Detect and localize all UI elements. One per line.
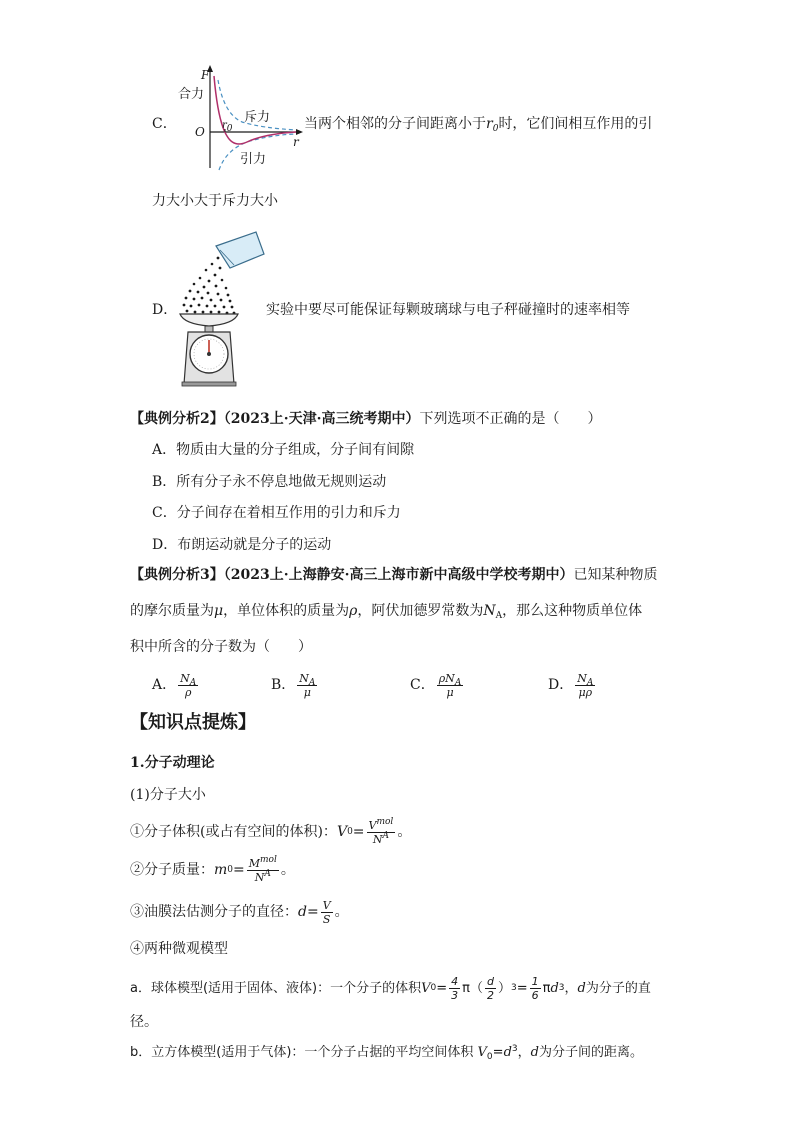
graph-attraction-label: 引力 <box>240 152 267 167</box>
example3-choice-b: B． $\frac{N_A}{\mu}$ <box>271 671 316 699</box>
graph-repulsion-label: 斥力 <box>244 110 271 125</box>
item-molecule-volume: ①分子体积(或占有空间的体积)： V 0 = $\frac{V^{mol}}{N^A}$ 。 <box>130 816 412 846</box>
graph-origin-label: O <box>195 125 205 139</box>
option-d-label: D． <box>152 302 178 318</box>
scale-pan-icon <box>180 314 238 326</box>
knowledge-heading: 【知识点提炼】 <box>130 712 256 733</box>
example3-line3: 积中所含的分子数为（ ） <box>130 639 312 655</box>
graph-f-label: F <box>201 68 210 82</box>
example3-choice-c: C． $\frac{\rho N_A}{\mu}$ <box>410 671 462 699</box>
section-1-title: 1.分子动理论 <box>130 755 215 771</box>
item-two-models: ④两种微观模型 <box>130 941 228 957</box>
example2-line: 【典例分析2】（2023上·天津·高三统考期中）下列选项不正确的是（ ） <box>130 411 602 427</box>
model-cube-line: b．立方体模型(适用于气体)：一个分子占据的平均空间体积 $V_0=d^3$，d为分子间的距离。 <box>130 1044 643 1062</box>
graph-resultant-label: 合力 <box>178 87 205 102</box>
example3-line2: 的摩尔质量为μ，单位体积的质量为ρ，阿伏加德罗常数为$N_A$，那么这种物质单位体 <box>130 603 643 621</box>
graph-r-axis-label: r <box>293 135 299 149</box>
option-c-text-line2: 力大小大于斥力大小 <box>152 193 278 209</box>
option-d-text: 实验中要尽可能保证每颗玻璃球与电子秤碰撞时的速率相等 <box>266 302 630 318</box>
option-c-text-line1: 当两个相邻的分子间距离小于$r_0$时，它们间相互作用的引 <box>304 116 653 134</box>
example3-line1: 【典例分析3】（2023上·上海静安·高三上海市新中高级中学校考期中）已知某种物质 <box>130 567 658 583</box>
item-oil-film-diameter: ③油膜法估测分子的直径： d = $\frac{V}{S}$ 。 <box>130 898 349 926</box>
glass-beads-scale-illustration <box>178 228 268 388</box>
example3-choice-d: D． $\frac{N_A}{\mu\rho}$ <box>548 671 594 699</box>
graph-r0-label: $r_0$ <box>222 120 233 134</box>
model-sphere-line2: 径。 <box>130 1014 158 1030</box>
falling-beads-icon <box>183 257 236 315</box>
example3-choice-a: A． $\frac{N_A}{\rho}$ <box>152 671 197 699</box>
example2-option-d: D．布朗运动就是分子的运动 <box>152 537 332 553</box>
example2-option-c: C．分子间存在着相互作用的引力和斥力 <box>152 505 401 521</box>
option-c-label: C． <box>152 116 177 132</box>
scale-stem-icon <box>205 326 213 332</box>
example2-option-b: B．所有分子永不停息地做无规则运动 <box>152 474 387 490</box>
section-1a-title: (1)分子大小 <box>130 787 206 803</box>
example2-option-a: A．物质由大量的分子组成，分子间有间隙 <box>152 442 415 458</box>
model-sphere-line1: a．球体模型(适用于固体、液体)：一个分子的体积 V 0 = $\frac{4}{3}$ π（ $\frac{d}{2}$ ） 3 = $\frac{1}{6}$ π d 3 ， d 为分子的直 <box>130 974 651 1002</box>
item-molecule-mass: ②分子质量： m 0 = $\frac{M^{mol}}{N^A}$ 。 <box>130 854 295 884</box>
pouring-cup-icon <box>216 232 264 268</box>
